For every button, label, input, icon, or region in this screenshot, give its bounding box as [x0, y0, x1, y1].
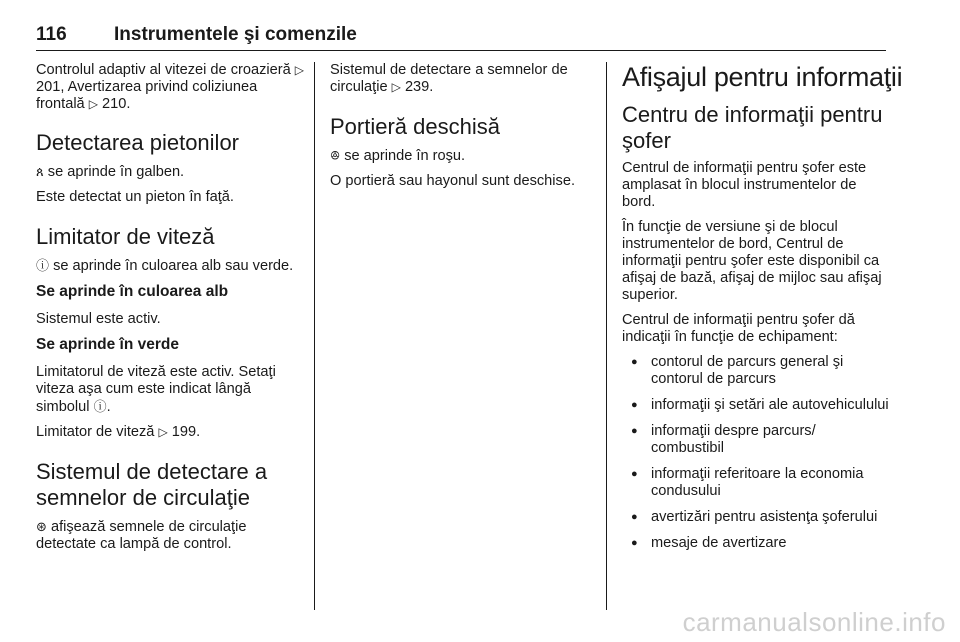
speed-limiter-icon: ⓘ [36, 258, 50, 273]
column-divider [314, 62, 315, 610]
intro-paragraph: Controlul adaptiv al vitezei de croazieră ▷ 201, Avertizarea privind coliziunea frontală ▷ 210. [36, 62, 305, 112]
section-title-driver-info: Centru de informaţii pentru şofer [622, 102, 883, 153]
traffic-sign-icon-text: ⊛ afişează semnele de circulaţie detectate ca lampă de control. [36, 519, 247, 552]
section-title-traffic-sign: Sistemul de detectare a semnelor de circulaţie [36, 459, 268, 510]
column-divider [606, 62, 607, 610]
subsection-white: Se aprinde în culoarea alb [36, 283, 229, 300]
list-item: ● informaţii referitoare la economia condusului [622, 466, 890, 500]
page-number: 116 [36, 24, 67, 45]
white-text: Sistemul este activ. [36, 311, 161, 327]
ref-arrow-icon: ▷ [294, 63, 305, 77]
column-middle [330, 62, 598, 198]
door-icon-text: ꔮ se aprinde în roşu. [330, 148, 466, 164]
traffic-sign-icon: ⊛ [36, 519, 47, 534]
driver-info-list [622, 354, 890, 552]
column-right [622, 62, 903, 561]
chapter-section-title: Afişajul pentru informaţii [622, 62, 903, 92]
page-ref[interactable]: 210 [102, 96, 127, 112]
pedestrian-text: Este detectat un pieton în faţă. [36, 189, 234, 205]
page-header [36, 6, 886, 51]
ref-arrow-icon: ▷ [391, 80, 401, 94]
list-item: ● informaţii şi setări ale autovehiculului [622, 397, 890, 414]
ref-arrow-icon: ▷ [88, 97, 98, 111]
pedestrian-icon-text: ጰ se aprinde în galben. [36, 164, 185, 180]
list-item: ● contorul de parcurs general şi contorul de parcurs [622, 354, 890, 388]
list-item: ● avertizări pentru asistenţa şoferului [622, 509, 890, 526]
green-text: Limitatorul de viteză este activ. Setaţi viteza aşa cum este indicat lângă simbolul ⓘ. [36, 364, 276, 415]
chapter-title: Instrumentele şi comenzile [114, 24, 357, 45]
list-item: ● informaţii despre parcurs/ combustibil [622, 423, 890, 457]
speed-limiter-icon-text: ⓘ se aprinde în culoarea alb sau verde. [36, 258, 294, 274]
door-text: O portieră sau hayonul sunt deschise. [330, 173, 575, 189]
section-title-door: Portieră deschisă [330, 114, 500, 139]
list-item: ● mesaje de avertizare [622, 535, 890, 552]
speed-limiter-icon: ⓘ [93, 399, 107, 414]
driver-info-p2: În funcţie de versiune şi de blocul instrumentelor de bord, Centrul de informaţii pentru şofer este disponibil ca afişaj de bază, afişaj de mijloc sau afişaj superior. [622, 219, 882, 303]
watermark: carmanualsonline.info [682, 607, 946, 637]
driver-info-p3: Centrul de informaţii pentru şofer dă indicaţii în funcţie de echipament: [622, 312, 855, 345]
section-title-speed-limiter: Limitator de viteză [36, 224, 215, 249]
door-open-icon: ꔮ [330, 148, 341, 163]
driver-info-p1: Centrul de informaţii pentru şofer este amplasat în blocul instrumentelor de bord. [622, 160, 867, 210]
traffic-sign-ref: Sistemul de detectare a semnelor de circulaţie ▷ 239. [330, 62, 568, 95]
speed-limiter-ref: Limitator de viteză ▷ 199. [36, 424, 201, 440]
page-ref[interactable]: 199 [171, 424, 197, 440]
ref-arrow-icon: ▷ [158, 425, 168, 439]
subsection-green: Se aprinde în verde [36, 336, 179, 353]
column-left [36, 62, 304, 561]
section-title-pedestrian: Detectarea pietonilor [36, 130, 240, 155]
page-ref[interactable]: 201 [36, 79, 61, 95]
pedestrian-icon: ጰ [36, 164, 44, 179]
page-ref[interactable]: 239 [404, 79, 430, 95]
